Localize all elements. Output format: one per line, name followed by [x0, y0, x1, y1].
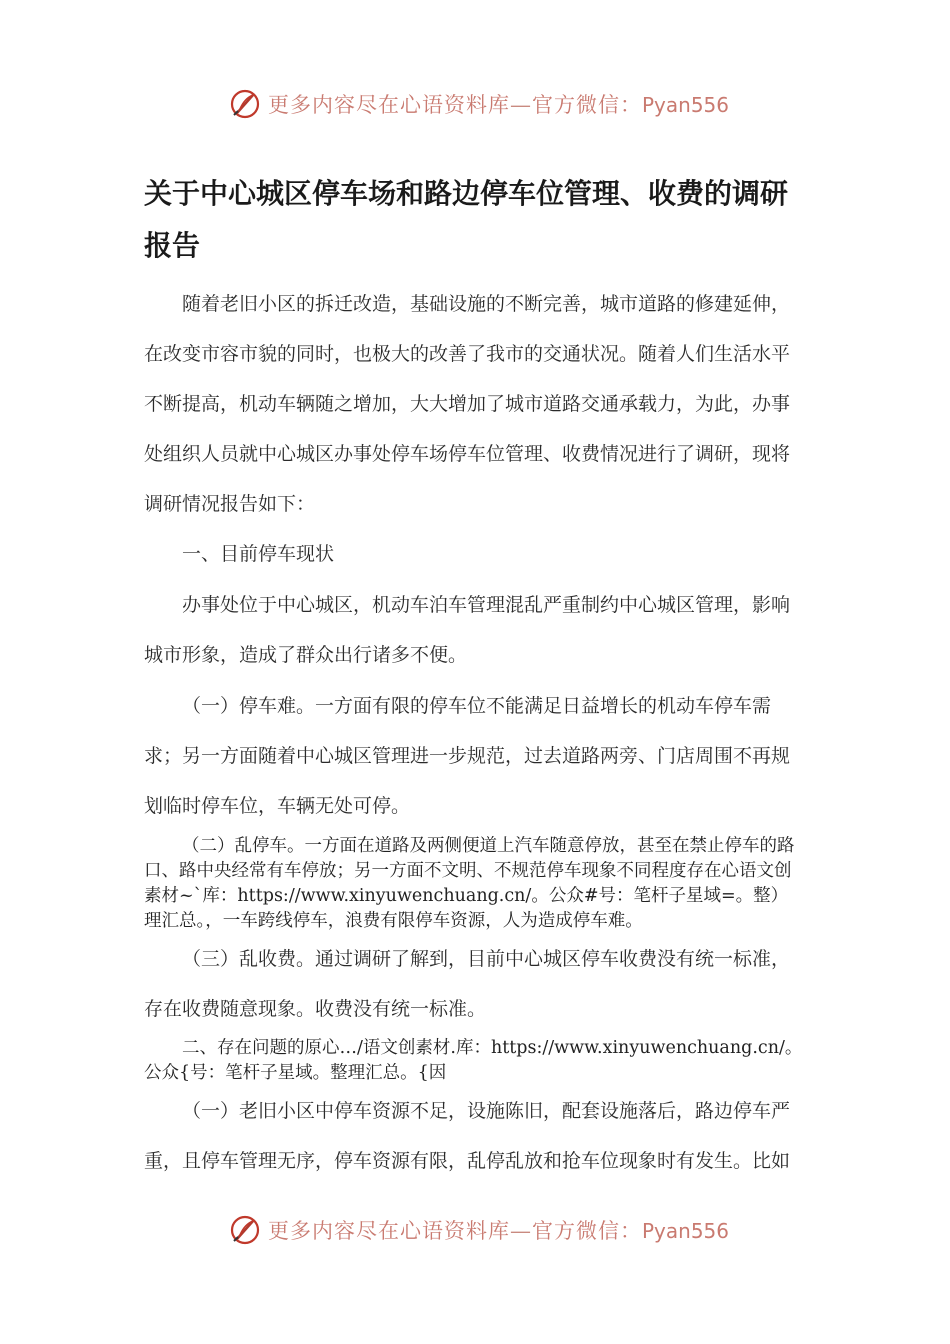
paragraph-old-communities: （一）老旧小区中停车资源不足，设施陈旧，配套设施落后，路边停车严重，且停车管理无序，停车资源有限，乱停乱放和抢车位现象时有发生。比如 [144, 1100, 791, 1172]
banner-wechat-id: Pyan556 [642, 93, 730, 117]
header-banner [0, 82, 950, 126]
paragraph-status-overview: 办事处位于中心城区，机动车泊车管理混乱严重制约中心城区管理，影响城市形象，造成了群众出行诸多不便。 [144, 594, 791, 666]
banner-separator: — [510, 1219, 532, 1243]
banner-slogan: 更多内容尽在心语资料库 [268, 1219, 510, 1243]
quill-logo-icon [228, 87, 262, 121]
section-heading-problems: 二、存在问题的原心…/语文创素材.库：https://www.xinyuwenchuang.cn/。公众{号：笔杆子星域。整理汇总。{因 [144, 1038, 803, 1083]
paragraph-illegal-charging: （三）乱收费。通过调研了解到，目前中心城区停车收费没有统一标准，存在收费随意现象。收费没有统一标准。 [144, 948, 791, 1020]
quill-logo-icon [228, 1213, 262, 1247]
banner-text [268, 89, 729, 119]
paragraph-parking-difficulty: （一）停车难。一方面有限的停车位不能满足日益增长的机动车停车需求；另一方面随着中心城区管理进一步规范，过去道路两旁、门店周围不再规划临时停车位，车辆无处可停。 [144, 695, 791, 817]
banner-separator: — [510, 93, 532, 117]
paragraph-illegal-parking: （二）乱停车。一方面在道路及两侧便道上汽车随意停放，甚至在禁止停车的路口、路中央经常有车停放；另一方面不文明、不规范停车现象不同程度存在心语文创素材~`库：https://www.xinyuwenchuang.cn/。公众#号：笔杆子星域=。整）理汇总。，一车跨线停车，浪费有限停车资源，人为造成停车难。 [144, 836, 795, 931]
banner-text [268, 1215, 729, 1245]
banner-slogan: 更多内容尽在心语资料库 [268, 93, 510, 117]
banner-wechat-label: 官方微信： [532, 93, 642, 117]
banner-wechat-id: Pyan556 [642, 1219, 730, 1243]
document-title: 关于中心城区停车场和路边停车位管理、收费的调研报告 [144, 177, 789, 262]
section-heading-current-status: 一、目前停车现状 [182, 543, 335, 565]
footer-banner [0, 1208, 950, 1252]
banner-wechat-label: 官方微信： [532, 1219, 642, 1243]
paragraph-intro: 随着老旧小区的拆迁改造，基础设施的不断完善，城市道路的修建延伸，在改变市容市貌的同时，也极大的改善了我市的交通状况。随着人们生活水平不断提高，机动车辆随之增加，大大增加了城市道路交通承载力，为此，办事处组织人员就中心城区办事处停车场停车位管理、收费情况进行了调研，现将调研情况报告如下： [144, 293, 791, 515]
